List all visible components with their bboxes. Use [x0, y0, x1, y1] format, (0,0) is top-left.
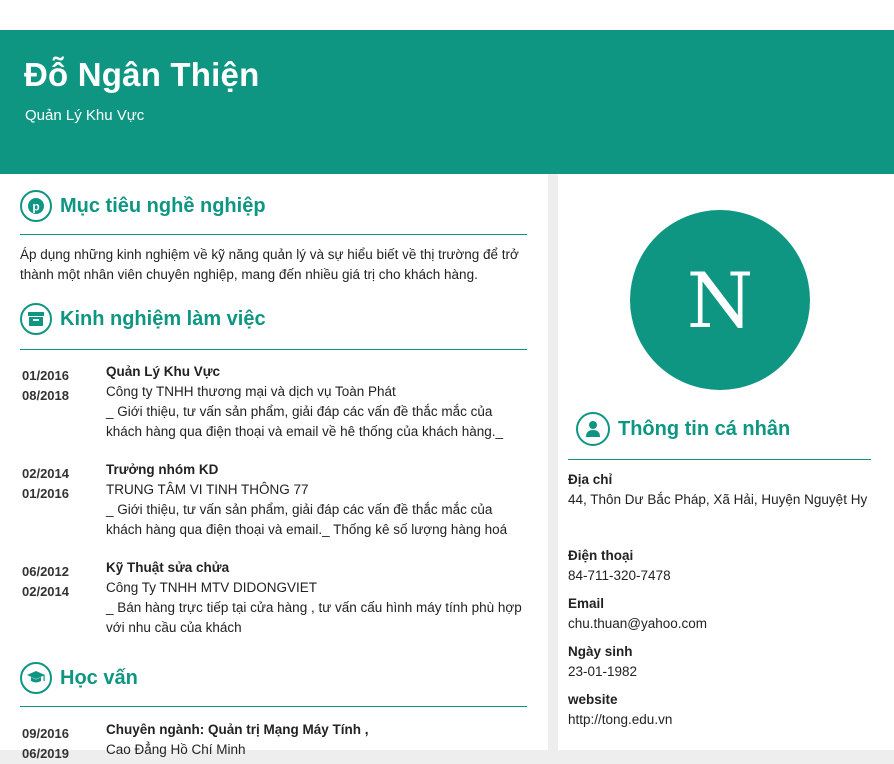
experience-start: 06/2012: [22, 564, 69, 579]
experience-desc: _ Bán hàng trực tiếp tại cửa hàng , tư vấn cấu hình máy tính phù hợp với nhu cầu của khách: [106, 600, 522, 635]
candidate-name: Đỗ Ngân Thiện: [24, 56, 260, 93]
svg-text:p: p: [32, 199, 40, 214]
education-body: [106, 720, 526, 760]
info-value: chu.thuan@yahoo.com: [568, 616, 708, 631]
experience-company: TRUNG TÂM VI TINH THÔNG 77: [106, 482, 309, 497]
info-website: [568, 690, 868, 730]
experience-start: 01/2016: [22, 368, 69, 383]
info-label: website: [568, 692, 618, 707]
cv-header: [0, 30, 894, 174]
pinterest-icon: [20, 190, 52, 222]
experience-body: [106, 460, 526, 540]
info-label: Địa chỉ: [568, 472, 613, 487]
experience-title: Kinh nghiệm làm việc: [60, 307, 266, 330]
info-value: 23-01-1982: [568, 664, 638, 679]
archive-icon: [20, 303, 52, 335]
info-value: 84-711-320-7478: [568, 568, 671, 583]
objective-title: Mục tiêu nghề nghiệp: [60, 194, 266, 217]
experience-body: [106, 362, 526, 442]
avatar: N: [630, 210, 810, 390]
experience-desc: _ Giới thiệu, tư vấn sản phẩm, giải đáp các vấn đề thắc mắc của khách hàng qua điện thoại và email._ Thống kê số lượng hàng hoá: [106, 502, 508, 537]
education-dates: [22, 724, 92, 764]
education-start: 09/2016: [22, 726, 69, 741]
experience-end: 01/2016: [22, 486, 69, 501]
personal-heading: [576, 412, 790, 446]
candidate-job-title: Quản Lý Khu Vực: [25, 107, 145, 124]
left-column: [0, 174, 548, 761]
experience-company: Công ty TNHH thương mại và dịch vụ Toàn Phát: [106, 384, 396, 399]
right-column: [558, 174, 894, 750]
info-label: Ngày sinh: [568, 644, 633, 659]
experience-divider: [20, 349, 527, 350]
info-birthday: [568, 642, 868, 682]
info-email: [568, 594, 868, 634]
experience-role: Trưởng nhóm KD: [106, 462, 219, 477]
personal-title: Thông tin cá nhân: [618, 417, 791, 440]
experience-start: 02/2014: [22, 466, 69, 481]
top-strip: [0, 0, 894, 30]
education-school: Cao Đẳng Hồ Chí Minh: [106, 742, 246, 757]
info-label: Email: [568, 596, 605, 611]
experience-desc: _ Giới thiệu, tư vấn sản phẩm, giải đáp các vấn đề thắc mắc của khách hàng qua điện thoại và email về hê thống của khách hàng._: [106, 404, 504, 439]
experience-end: 08/2018: [22, 388, 69, 403]
info-value: http://tong.edu.vn: [568, 712, 673, 727]
education-divider: [20, 706, 527, 707]
graduation-cap-icon: [20, 662, 52, 694]
experience-role: Kỹ Thuật sửa chửa: [106, 560, 230, 575]
info-address: [568, 470, 868, 510]
objective-divider: [20, 234, 527, 235]
experience-dates: [22, 562, 92, 602]
education-title: Học vấn: [60, 666, 138, 689]
info-label: Điện thoại: [568, 548, 634, 563]
education-end: 06/2019: [22, 746, 69, 761]
experience-dates: [22, 366, 92, 406]
education-major: Chuyên ngành: Quản trị Mạng Máy Tính ,: [106, 722, 369, 737]
experience-end: 02/2014: [22, 584, 69, 599]
education-heading: [20, 662, 138, 694]
experience-dates: [22, 464, 92, 504]
objective-text: Áp dụng những kinh nghiệm về kỹ năng quản lý và sự hiểu biết về thị trường để trở thành một nhân viên chuyên nghiệp, mang đến nhiều giá trị cho khách hàng.: [20, 247, 519, 282]
personal-divider: [568, 459, 871, 460]
experience-heading: [20, 303, 266, 335]
experience-company: Công Ty TNHH MTV DIDONGVIET: [106, 580, 318, 595]
info-phone: [568, 546, 868, 586]
experience-role: Quản Lý Khu Vực: [106, 364, 221, 379]
user-icon: [576, 412, 610, 446]
info-value: 44, Thôn Dư Bắc Pháp, Xã Hải, Huyện Nguyệt Hy: [568, 492, 868, 507]
experience-body: [106, 558, 526, 638]
objective-heading: [20, 190, 266, 222]
